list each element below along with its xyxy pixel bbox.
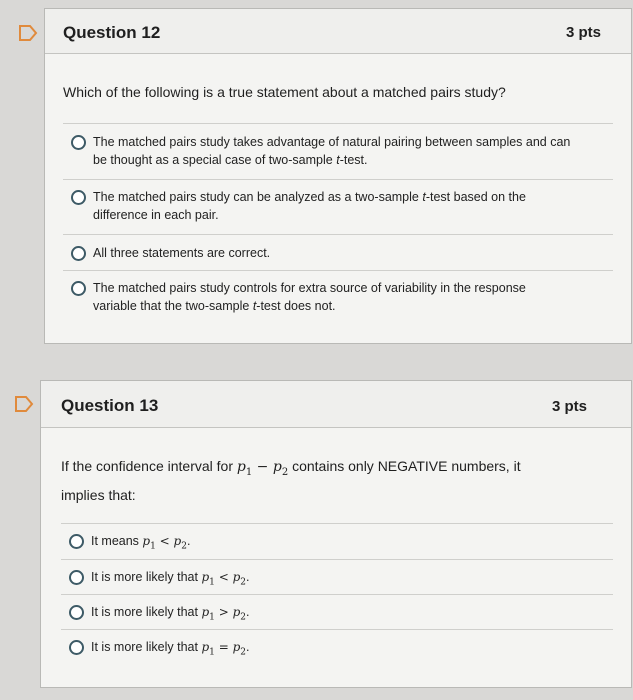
divider [61,594,613,595]
answer-option[interactable] [69,638,249,661]
divider [63,234,613,235]
answer-option[interactable] [71,279,611,315]
question-title: Question 13 [61,396,159,415]
answer-label: The matched pairs study controls for extra source of variability in the response variable that the two-sample t-test does not. [93,281,526,313]
answer-option[interactable] [69,603,249,626]
question-points: 3 pts [565,24,601,41]
radio-button[interactable] [69,570,84,585]
question-12-card [44,8,632,344]
answer-label: All three statements are correct. [93,246,271,260]
answer-option[interactable] [71,244,611,262]
answer-label: It means $p_1 < p_2$. [91,534,191,552]
divider [63,270,613,271]
answer-option[interactable] [69,532,190,555]
question-prompt: If the confidence interval for $p_1 - p_2$ contains only NEGATIVE numbers, it implies that: [61,458,521,503]
divider [61,629,613,630]
answer-label: It is more likely that $p_1 = p_2$. [91,640,250,658]
radio-button[interactable] [71,135,86,150]
flag-icon[interactable] [18,24,38,42]
question-12-header [45,9,631,54]
answer-label: It is more likely that $p_1 < p_2$. [91,570,250,588]
question-prompt: Which of the following is a true statement about a matched pairs study? [63,84,506,100]
divider [63,123,613,124]
answer-option[interactable] [71,133,611,169]
answer-label: It is more likely that $p_1 > p_2$. [91,605,250,623]
answer-option[interactable] [71,188,611,224]
question-points: 3 pts [551,398,587,415]
answer-option[interactable] [69,568,249,591]
question-title: Question 12 [63,23,161,42]
radio-button[interactable] [71,190,86,205]
divider [61,559,613,560]
radio-button[interactable] [71,281,86,296]
radio-button[interactable] [69,640,84,655]
radio-button[interactable] [71,246,86,261]
flag-icon[interactable] [14,395,34,413]
answer-label: The matched pairs study can be analyzed as a two-sample t-test based on the difference in each pair. [93,190,526,222]
divider [61,523,613,524]
question-13-header [41,381,631,428]
answer-label: The matched pairs study takes advantage of natural pairing between samples and can be thought as a special case of two-sample t-test. [93,135,571,167]
question-13-card [40,380,632,688]
divider [63,179,613,180]
radio-button[interactable] [69,605,84,620]
radio-button[interactable] [69,534,84,549]
